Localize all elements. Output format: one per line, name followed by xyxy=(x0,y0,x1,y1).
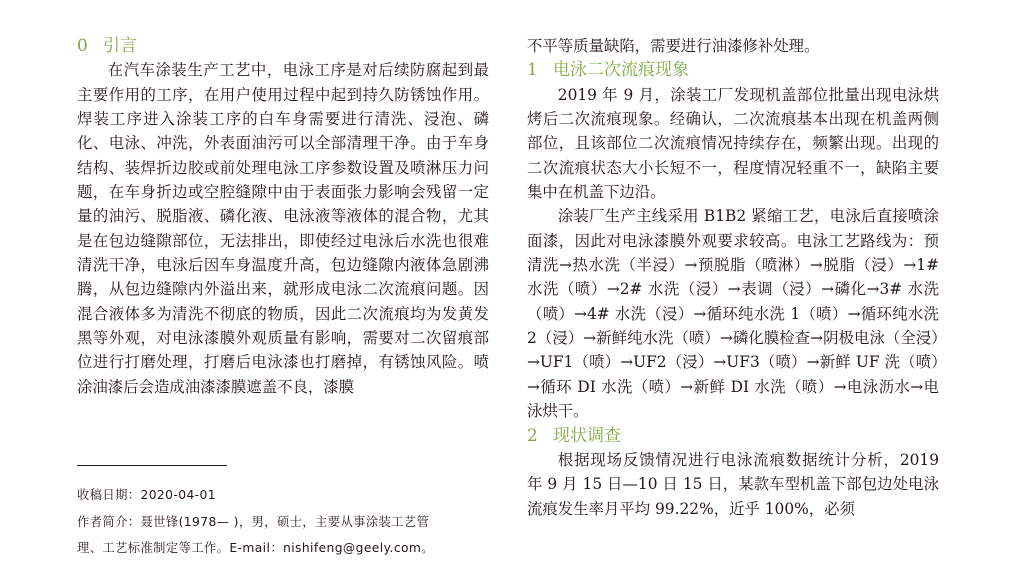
footnote-received-date: 收稿日期：2020-04-01 xyxy=(77,488,216,502)
section-number: 2 xyxy=(527,425,538,446)
left-column xyxy=(77,34,489,399)
body-paragraph: 2019 年 9 月，涂装工厂发现机盖部位批量出现电泳烘烤后二次流痕现象。经确认，二次流痕基本出现在机盖两侧部位，且该部位二次流痕情况持续存在，频繁出现。出现的二次流痕状态大小长短不一，程度情况轻重不一，缺陷主要集中在机盖下边沿。 xyxy=(527,85,939,202)
section-title: 电泳二次流痕现象 xyxy=(553,60,689,81)
right-column xyxy=(527,34,939,521)
body-paragraph: 根据现场反馈情况进行电泳流痕数据统计分析，2019 年 9 月 15 日—10 日 15 日，某款车型机盖下部包边处电泳流痕发生率月平均 99.22%，近乎 100%，必须 xyxy=(527,450,939,518)
section-number: 0 xyxy=(77,36,88,56)
body-paragraph: 不平等质量缺陷，需要进行油漆修补处理。 xyxy=(527,37,820,55)
section-number: 1 xyxy=(527,60,538,81)
body-paragraph: 涂装厂生产主线采用 B1B2 紧缩工艺，电泳后直接喷涂面漆，因此对电泳漆膜外观要求较高。电泳工艺路线为：预清洗→热水洗（半浸）→预脱脂（喷淋）→脱脂（浸）→1# 水洗（喷）→2# 水洗（浸）→表调（浸）→磷化→3# 水洗（喷）→4# 水洗（浸）→循环纯水洗 1（喷）→循环纯水洗 2（浸）→新鲜纯水洗（喷）→磷化膜检查→阴极电泳（全浸）→UF1（喷）→UF2（浸）→UF3（喷）→新鲜 UF 洗（喷）→循环 DI 水洗（喷）→新鲜 DI 水洗（喷）→电泳沥水→电泳烘干。 xyxy=(527,207,939,421)
body-paragraph: 在汽车涂装生产工艺中，电泳工序是对后续防腐起到最主要作用的工序，在用户使用过程中起到持久防锈蚀作用。焊装工序进入涂装工序的白车身需要进行清洗、浸泡、磷化、电泳、冲洗，外表面油污可以全部清理干净。由于车身结构、装焊折边胶或前处理电泳工序参数设置及喷淋压力问题，在车身折边或空腔缝隙中由于表面张力影响会残留一定量的油污、脱脂液、磷化液、电泳液等液体的混合物，尤其是在包边缝隙部位，无法排出，即使经过电泳后水洗也很难清洗干净，电泳后因车身温度升高，包边缝隙内液体急剧沸腾，从包边缝隙内外溢出来，就形成电泳二次流痕问题。因混合液体多为清洗不彻底的物质，因此二次流痕均为发黄发黑等外观，对电泳漆膜外观质量有影响，需要对二次留痕部位进行打磨处理，打磨后电泳漆也打磨掉，有锈蚀风险。喷涂油漆后会造成油漆漆膜遮盖不良，漆膜 xyxy=(77,61,489,396)
section-heading-introduction xyxy=(77,34,489,58)
footnote-divider xyxy=(77,465,227,466)
section-title: 现状调查 xyxy=(553,425,621,446)
footnote-author-bio-continued: 理、工艺标准制定等工作。E-mail：nishifeng@geely.com。 xyxy=(77,541,434,555)
footnote-author-bio: 作者简介：聂世锋(1978— )，男，硕士，主要从事涂装工艺管 xyxy=(77,515,430,529)
section-title: 引言 xyxy=(103,36,137,56)
section-heading-investigation xyxy=(527,424,939,448)
section-heading-phenomenon xyxy=(527,58,939,82)
